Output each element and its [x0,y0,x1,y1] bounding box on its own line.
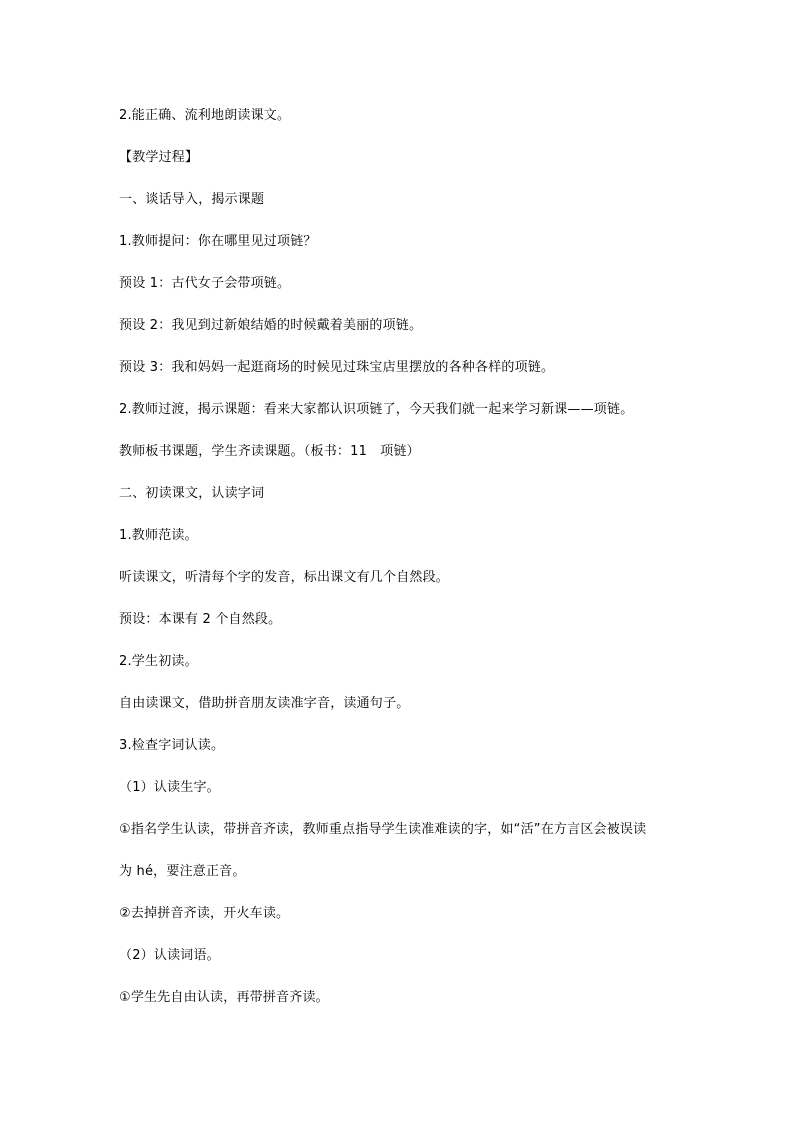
paragraph-line: （2）认读词语。 [119,948,220,963]
paragraph-line: 预设：本课有 2 个自然段。 [119,612,282,627]
paragraph-line: 预设 2：我见到过新娘结婚的时候戴着美丽的项链。 [119,318,423,333]
paragraph-line: ①指名学生认读，带拼音齐读，教师重点指导学生读准难读的字，如“活”在方言区会被误读 [119,822,647,837]
section-heading-first-reading: 二、初读课文，认读字词 [119,486,265,501]
paragraph-line: 教师板书课题，学生齐读课题。（板书：11 项链） [119,444,420,459]
paragraph-line: 听读课文，听清每个字的发音，标出课文有几个自然段。 [119,570,450,585]
objective-line: 2.能正确、流利地朗读课文。 [119,108,291,123]
section-heading-intro: 一、谈话导入，揭示课题 [119,192,265,207]
paragraph-line: 为 hé，要注意正音。 [119,864,246,879]
paragraph-line: ②去掉拼音齐读，开火车读。 [119,906,290,921]
paragraph-line: 预设 3：我和妈妈一起逛商场的时候见过珠宝店里摆放的各种各样的项链。 [119,360,555,375]
paragraph-line: 自由读课文，借助拼音朋友读准字音，读通句子。 [119,696,410,711]
paragraph-line: 预设 1：古代女子会带项链。 [119,276,291,291]
paragraph-line: 1.教师提问：你在哪里见过项链？ [119,234,317,249]
paragraph-line: 3.检查字词认读。 [119,738,225,753]
paragraph-line: 2.学生初读。 [119,654,198,669]
paragraph-line: （1）认读生字。 [119,780,220,795]
paragraph-line: 1.教师范读。 [119,528,198,543]
paragraph-line: 2.教师过渡，揭示课题：看来大家都认识项链了，今天我们就一起来学习新课——项链。 [119,402,634,417]
section-heading-teaching-process: 【教学过程】 [119,150,199,165]
paragraph-line: ①学生先自由认读，再带拼音齐读。 [119,990,329,1005]
